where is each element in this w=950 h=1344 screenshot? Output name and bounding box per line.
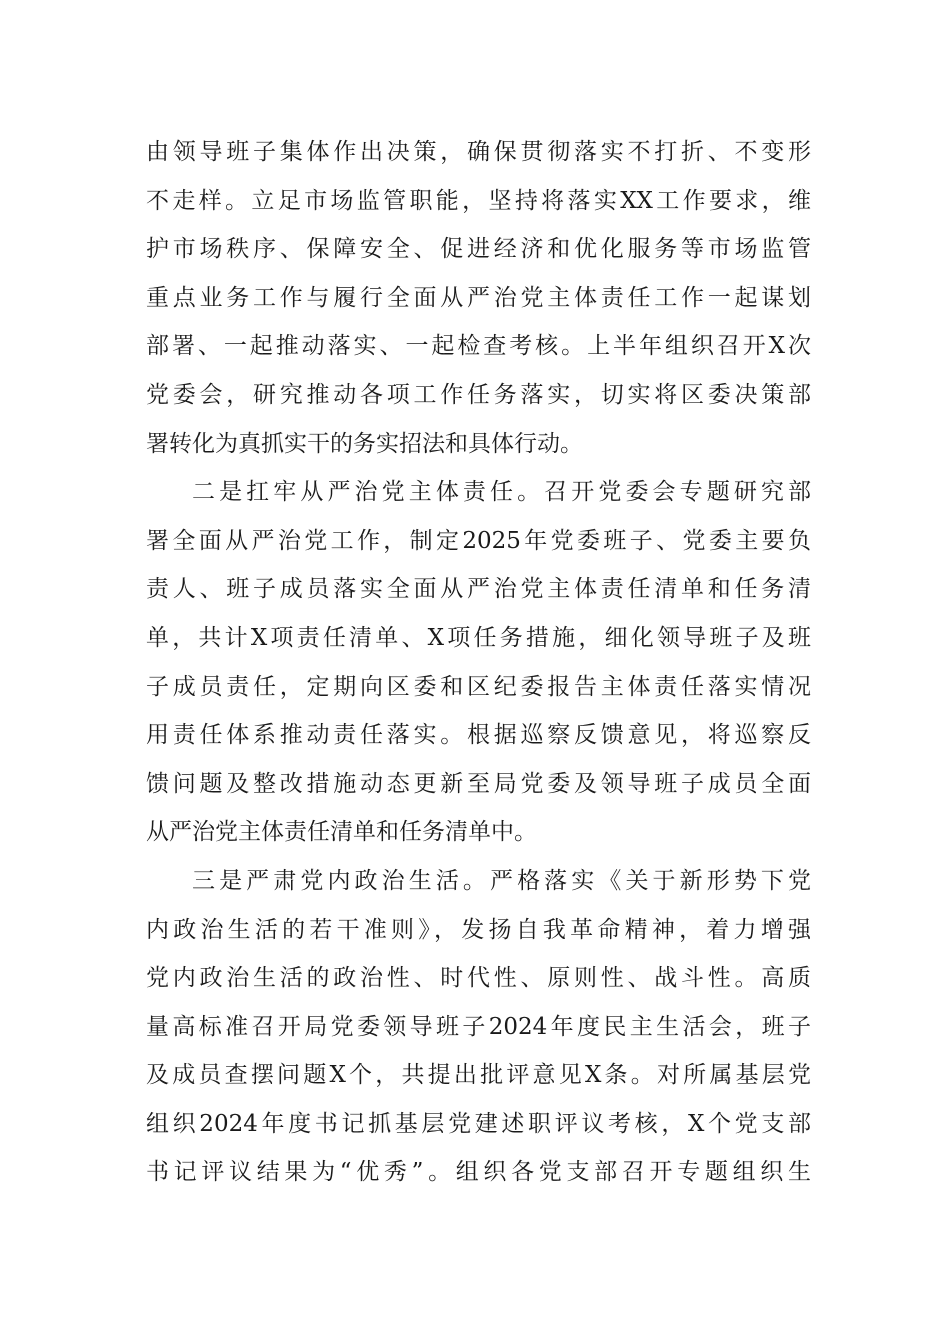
text-line: 组织2024年度书记抓基层党建述职评议考核，X个党支部 xyxy=(146,1110,811,1137)
text-line: 书记评议结果为“优秀”。组织各党支部召开专题组织生 xyxy=(146,1159,811,1186)
text-line: 二是扛牢从严治党主体责任。召开党委会专题研究部 xyxy=(192,479,811,506)
text-line: 责人、班子成员落实全面从严治党主体责任清单和任务清 xyxy=(146,576,811,603)
text-line: 重点业务工作与履行全面从严治党主体责任工作一起谋划 xyxy=(146,284,811,311)
text-line: 护市场秩序、保障安全、促进经济和优化服务等市场监管 xyxy=(146,236,811,263)
text-line: 内政治生活的若干准则》，发扬自我革命精神，着力增强 xyxy=(146,916,811,943)
text-line: 三是严肃党内政治生活。严格落实《关于新形势下党 xyxy=(192,867,811,894)
text-line: 子成员责任，定期向区委和区纪委报告主体责任落实情况 xyxy=(146,673,811,700)
text-line: 量高标准召开局党委领导班子2024年度民主生活会，班子 xyxy=(146,1013,811,1040)
text-line: 党委会，研究推动各项工作任务落实，切实将区委决策部 xyxy=(146,381,811,408)
text-line: 党内政治生活的政治性、时代性、原则性、战斗性。高质 xyxy=(146,965,811,992)
text-line: 馈问题及整改措施动态更新至局党委及领导班子成员全面 xyxy=(146,770,811,797)
text-line: 署全面从严治党工作，制定2025年党委班子、党委主要负 xyxy=(146,527,811,554)
text-line: 不走样。立足市场监管职能，坚持将落实XX工作要求，维 xyxy=(146,187,811,214)
text-line: 从严治党主体责任清单和任务清单中。 xyxy=(146,819,537,846)
text-line: 及成员查摆问题X个，共提出批评意见X条。对所属基层党 xyxy=(146,1062,811,1089)
text-line: 部署、一起推动落实、一起检查考核。上半年组织召开X次 xyxy=(146,333,811,360)
text-line: 用责任体系推动责任落实。根据巡察反馈意见，将巡察反 xyxy=(146,722,811,749)
document-body xyxy=(146,128,811,1197)
text-line: 单，共计X项责任清单、X项任务措施，细化领导班子及班 xyxy=(146,624,811,651)
text-line: 由领导班子集体作出决策，确保贯彻落实不打折、不变形 xyxy=(146,139,811,165)
text-line: 署转化为真抓实干的务实招法和具体行动。 xyxy=(146,430,583,457)
